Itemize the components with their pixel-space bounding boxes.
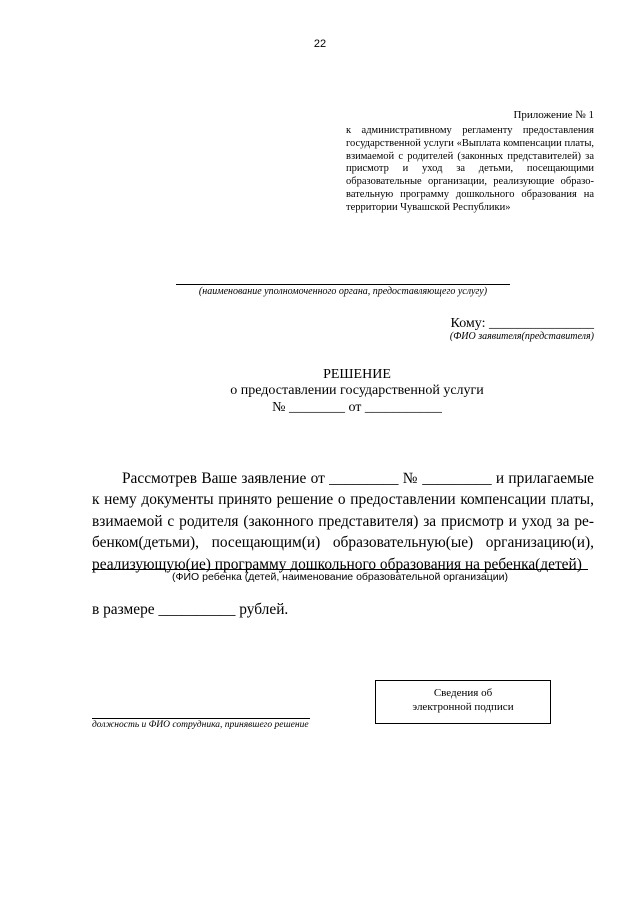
authority-name-line xyxy=(176,284,510,285)
decision-subtitle: о предоставлении государственной услуги xyxy=(230,383,484,398)
electronic-signature-box xyxy=(375,680,551,724)
decision-title: РЕШЕНИЕ xyxy=(323,367,391,382)
recipient-line: Кому: _______________ xyxy=(450,316,594,331)
page-number: 22 xyxy=(313,38,327,50)
signature-box-line2: электронной подписи xyxy=(412,701,514,713)
amount-line: в размере __________ рублей. xyxy=(92,601,289,618)
appendix-text: к административному регламенту предоставления государственной услуги «Выплата компенсации платы, взимаемой с родителей (законных представителей) за присмотр и уход за детьми, посещающими образовательные организации, реализующие образовательную программу дошкольного образования на территории Чувашской Республики» xyxy=(346,125,594,213)
authority-caption: (наименование уполномоченного органа, предоставляющего услугу) xyxy=(198,286,488,297)
employee-caption: должность и ФИО сотрудника, принявшего решение xyxy=(92,720,309,730)
decision-number-line: № ________ от ___________ xyxy=(272,400,442,415)
employee-signature-line xyxy=(92,718,310,719)
decision-body-paragraph: Рассмотрев Ваше заявление от _________ № _________ и прилагаемые к нему документы принято решение о предоставлении компенсации платы, взимаемой с родителя (законного представителя) за присмотр и уход за ребенком(детьми), посещающим(и) образовательную(ые) организацию(и), реализующую(ие) программу дошкольного образования на ребенка(детей) xyxy=(92,470,594,573)
signature-box-line1: Сведения об xyxy=(433,687,493,699)
appendix-title: Приложение № 1 xyxy=(513,109,594,121)
recipient-caption: (ФИО заявителя(представителя) xyxy=(449,331,594,342)
child-name-line xyxy=(92,569,588,570)
child-caption: (ФИО ребенка (детей, наименование образовательной организации) xyxy=(172,571,508,583)
